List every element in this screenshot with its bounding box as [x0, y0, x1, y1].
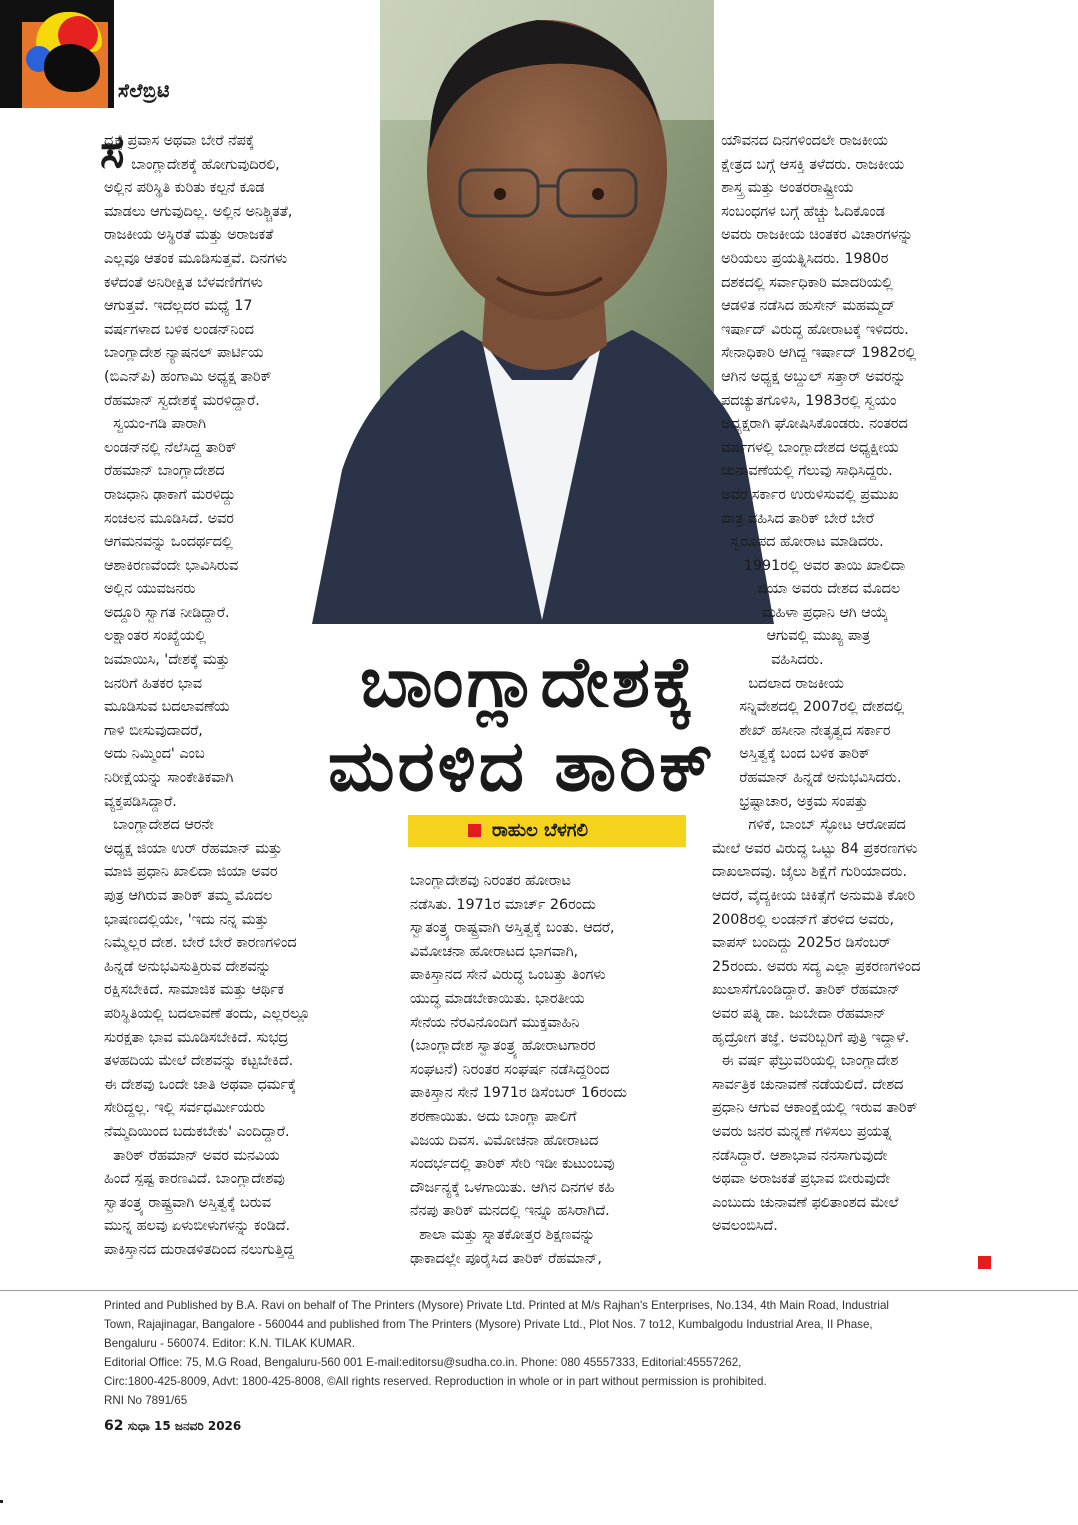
byline-bar	[408, 815, 686, 847]
article-column-right: ಯೌವನದ ದಿನಗಳಿಂದಲೇ ರಾಜಕೀಯ ಕ್ಷೇತ್ರದ ಬಗ್ಗೆ ಆಸಕ್ತಿ ತಳೆದರು. ರಾಜಕೀಯ ಶಾಸ್ತ್ರ ಮತ್ತು ಅಂತರರಾಷ್ಟ್ರೀಯ ಸಂಬಂಧಗಳ ಬಗ್ಗೆ ಹೆಚ್ಚು ಓದಿಕೊಂಡ ಅವರು ರಾಜಕೀಯ ಚಿಂತಕರ ವಿಚಾರಗಳನ್ನು ಅರಿಯಲು ಪ್ರಯತ್ನಿಸಿದರು. 1980ರ ದಶಕದಲ್ಲಿ ಸರ್ವಾಧಿಕಾರಿ ಮಾದರಿಯಲ್ಲಿ ಆಡಳಿತ ನಡೆಸಿದ ಹುಸೇನ್ ಮಹಮ್ಮದ್ ಇರ್ಷಾದ್ ವಿರುದ್ಧ ಹೋರಾಟಕ್ಕೆ ಇಳಿದರು. ಸೇನಾಧಿಕಾರಿ ಆಗಿದ್ದ ಇರ್ಷಾದ್ 1982ರಲ್ಲಿ ಆಗಿನ ಅಧ್ಯಕ್ಷ ಅಬ್ದುಲ್ ಸತ್ತಾರ್ ಅವರನ್ನು ಪದಚ್ಯುತಗೊಳಿಸಿ, 1983ರಲ್ಲಿ ಸ್ವಯಂ ಅಧ್ಯಕ್ಷರಾಗಿ ಘೋಷಿಸಿಕೊಂಡರು. ನಂತರದ ವರ್ಷಗಳಲ್ಲಿ ಬಾಂಗ್ಲಾದೇಶದ ಅಧ್ಯಕ್ಷೀಯ ಚುನಾವಣೆಯಲ್ಲಿ ಗೆಲುವು ಸಾಧಿಸಿದ್ದರು. ಅವರ ಸರ್ಕಾರ ಉರುಳಿಸುವಲ್ಲಿ ಪ್ರಮುಖ ಪಾತ್ರ ವಹಿಸಿದ ತಾರಿಕ್ ಬೇರೆ ಬೇರೆ ಸ್ವರೂಪದ ಹೋರಾಟ ಮಾಡಿದರು. 1991ರಲ್ಲಿ ಅವರ ತಾಯಿ ಖಾಲಿದಾ ಜಿಯಾ ಅವರು ದೇಶದ ಮೊದಲ ಮಹಿಳಾ ಪ್ರಧಾನಿ ಆಗಿ ಆಯ್ಕೆ ಆಗುವಲ್ಲಿ ಮುಖ್ಯ ಪಾತ್ರ ವಹಿಸಿದರು. ಬದಲಾದ ರಾಜಕೀಯ ಸನ್ನಿವೇಶದಲ್ಲಿ 2007ರಲ್ಲಿ ದೇಶದಲ್ಲಿ ಶೇಖ್ ಹಸೀನಾ ನೇತೃತ್ವದ ಸರ್ಕಾರ ಅಸ್ತಿತ್ವಕ್ಕೆ ಬಂದ ಬಳಿಕ ತಾರಿಕ್ ರೆಹಮಾನ್ ಹಿನ್ನಡೆ ಅನುಭವಿಸಿದರು. ಭ್ರಷ್ಟಾಚಾರ, ಅಕ್ರಮ ಸಂಪತ್ತು ಗಳಿಕೆ, ಬಾಂಬ್ ಸ್ಫೋಟ ಆರೋಪದ ಮೇಲೆ ಅವರ ವಿರುದ್ಧ ಒಟ್ಟು 84 ಪ್ರಕರಣಗಳು ದಾಖಲಾದವು. ಜೈಲು ಶಿಕ್ಷೆಗೆ ಗುರಿಯಾದರು. ಆದರೆ, ವೈದ್ಯಕೀಯ ಚಿಕಿತ್ಸೆಗೆ ಅನುಮತಿ ಕೋರಿ 2008ರಲ್ಲಿ ಲಂಡನ್‌ಗೆ ತೆರಳಿದ ಅವರು, ವಾಪಸ್ ಬಂದಿದ್ದು 2025ರ ಡಿಸೆಂಬರ್ 25ರಂದು. ಅವರು ಸದ್ಯ ಎಲ್ಲಾ ಪ್ರಕರಣಗಳಿಂದ ಖುಲಾಸೆಗೊಂಡಿದ್ದಾರೆ. ತಾರಿಕ್ ರೆಹಮಾನ್ ಅವರ ಪತ್ನಿ ಡಾ. ಜುಬೇದಾ ರೆಹಮಾನ್ ಹೃದ್ರೋಗ ತಜ್ಞೆ. ಅವರಿಬ್ಬರಿಗೆ ಪುತ್ರಿ ಇದ್ದಾಳೆ. ಈ ವರ್ಷ ಫೆಬ್ರುವರಿಯಲ್ಲಿ ಬಾಂಗ್ಲಾದೇಶ ಸಾರ್ವತ್ರಿಕ ಚುನಾವಣೆ ನಡೆಯಲಿದೆ. ದೇಶದ ಪ್ರಧಾನಿ ಆಗುವ ಆಕಾಂಕ್ಷೆಯಲ್ಲಿ ಇರುವ ತಾರಿಕ್ ಅವರು ಜನರ ಮನ್ನಣೆ ಗಳಿಸಲು ಪ್ರಯತ್ನ ನಡೆಸಿದ್ದಾರೆ. ಆಶಾಭಾವ ನನಸಾಗುವುದೇ ಅಥವಾ ಅರಾಜಕತೆ ಪ್ರಭಾವ ಬೀರುವುದೇ ಎಂಬುದು ಚುನಾವಣೆ ಫಲಿತಾಂಶದ ಮೇಲೆ ಅವಲಂಬಿಸಿದೆ.	[712, 133, 921, 1235]
headline-line-1: ಬಾಂಗ್ಲಾದೇಶಕ್ಕೆ	[360, 641, 697, 723]
portrait-photo	[312, 0, 774, 624]
page-folio	[104, 1418, 241, 1434]
magazine-logo	[0, 0, 114, 108]
imprint-text: Printed and Published by B.A. Ravi on behalf of The Printers (Mysore) Private Ltd. Printed at M/s Rajhan's Enterprises, No.134, 4th Main Road, Industrial Town, Rajajinagar, Bangalore - 560044 and published from The Printers (Mysore) Private Ltd., Plot Nos. 7 to12, Kumbalgodu Industrial Area, II Phase, Bengaluru - 560074. Editor: K.N. TILAK KUMAR. Editorial Office: 75, M.G Road, Bengaluru-560 001 E-mail:editorsu@sudha.co.in. Phone: 080 45557333, Editorial:45557262, Circ:1800-425-8009, Advt: 1800-425-8008, ©All rights reserved. Reproduction in whole or in part without permission is prohibited. RNI No 7891/65	[104, 1299, 889, 1407]
article-column-left: ದ್ದಕ್ಕೆ ಪ್ರವಾಸ ಅಥವಾ ಬೇರೆ ನೆಪಕ್ಕೆ ಬಾಂಗ್ಲಾದೇಶಕ್ಕೆ ಹೋಗುವುದಿರಲಿ, ಅಲ್ಲಿನ ಪರಿಸ್ಥಿತಿ ಕುರಿತು ಕಲ್ಪನೆ ಕೂಡ ಮಾಡಲು ಆಗುವುದಿಲ್ಲ. ಅಲ್ಲಿನ ಅನಿಶ್ಚಿತತೆ, ರಾಜಕೀಯ ಅಸ್ಥಿರತೆ ಮತ್ತು ಅರಾಜಕತೆ ಎಲ್ಲವೂ ಆತಂಕ ಮೂಡಿಸುತ್ತವೆ. ದಿನಗಳು ಕಳೆದಂತೆ ಅನಿರೀಕ್ಷಿತ ಬೆಳವಣಿಗೆಗಳು ಆಗುತ್ತವೆ. ಇದೆಲ್ಲದರ ಮಧ್ಯೆ 17 ವರ್ಷಗಳಾದ ಬಳಿಕ ಲಂಡನ್‌ನಿಂದ ಬಾಂಗ್ಲಾದೇಶ ನ್ಯಾಷನಲ್ ಪಾರ್ಟಿಯ (ಬಿಎನ್‌ಪಿ) ಹಂಗಾಮಿ ಅಧ್ಯಕ್ಷ ತಾರಿಕ್ ರೆಹಮಾನ್ ಸ್ವದೇಶಕ್ಕೆ ಮರಳಿದ್ದಾರೆ. ಸ್ವಯಂ-ಗಡಿ ಪಾರಾಗಿ ಲಂಡನ್‌ನಲ್ಲಿ ನೆಲೆಸಿದ್ದ ತಾರಿಕ್ ರೆಹಮಾನ್ ಬಾಂಗ್ಲಾದೇಶದ ರಾಜಧಾನಿ ಢಾಕಾಗೆ ಮರಳಿದ್ದು ಸಂಚಲನ ಮೂಡಿಸಿದೆ. ಅವರ ಆಗಮನವನ್ನು ಒಂದರ್ಥದಲ್ಲಿ ಆಶಾಕಿರಣವೆಂದೇ ಭಾವಿಸಿರುವ ಅಲ್ಲಿನ ಯುವಜನರು ಅದ್ದೂರಿ ಸ್ವಾಗತ ನೀಡಿದ್ದಾರೆ. ಲಕ್ಷಾಂತರ ಸಂಖ್ಯೆಯಲ್ಲಿ ಜಮಾಯಿಸಿ, 'ದೇಶಕ್ಕೆ ಮತ್ತು ಜನರಿಗೆ ಹಿತಕರ ಭಾವ ಮೂಡಿಸುವ ಬದಲಾವಣೆಯ ಗಾಳಿ ಬೀಸುವುದಾದರೆ, ಅದು ನಿಮ್ಮಿಂದ' ಎಂಬ ನಿರೀಕ್ಷೆಯನ್ನು ಸಾಂಕೇತಿಕವಾಗಿ ವ್ಯಕ್ತಪಡಿಸಿದ್ದಾರೆ. ಬಾಂಗ್ಲಾದೇಶದ ಆರನೇ ಅಧ್ಯಕ್ಷ ಜಿಯಾ ಉರ್ ರೆಹಮಾನ್ ಮತ್ತು ಮಾಜಿ ಪ್ರಧಾನಿ ಖಾಲಿದಾ ಜಿಯಾ ಅವರ ಪುತ್ರ ಆಗಿರುವ ತಾರಿಕ್ ತಮ್ಮ ಮೊದಲ ಭಾಷಣದಲ್ಲಿಯೇ, 'ಇದು ನನ್ನ ಮತ್ತು ನಿಮ್ಮೆಲ್ಲರ ದೇಶ. ಬೇರೆ ಬೇರೆ ಕಾರಣಗಳಿಂದ ಹಿನ್ನಡೆ ಅನುಭವಿಸುತ್ತಿರುವ ದೇಶವನ್ನು ರಕ್ಷಿಸಬೇಕಿದೆ. ಸಾಮಾಜಿಕ ಮತ್ತು ಆರ್ಥಿಕ ಪರಿಸ್ಥಿತಿಯಲ್ಲಿ ಬದಲಾವಣೆ ತಂದು, ಎಲ್ಲರಲ್ಲೂ ಸುರಕ್ಷತಾ ಭಾವ ಮೂಡಿಸಬೇಕಿದೆ. ಸುಭದ್ರ ತಳಹದಿಯ ಮೇಲೆ ದೇಶವನ್ನು ಕಟ್ಟಬೇಕಿದೆ. ಈ ದೇಶವು ಒಂದೇ ಜಾತಿ ಅಥವಾ ಧರ್ಮಕ್ಕೆ ಸೇರಿದ್ದಲ್ಲ. ಇಲ್ಲಿ ಸರ್ವಧರ್ಮೀಯರು ನೆಮ್ಮದಿಯಿಂದ ಬದುಕಬೇಕು' ಎಂದಿದ್ದಾರೆ. ತಾರಿಕ್ ರೆಹಮಾನ್ ಅವರ ಮನವಿಯ ಹಿಂದೆ ಸ್ಪಷ್ಟ ಕಾರಣವಿದೆ. ಬಾಂಗ್ಲಾದೇಶವು ಸ್ವಾತಂತ್ರ್ಯ ರಾಷ್ಟ್ರವಾಗಿ ಅಸ್ತಿತ್ವಕ್ಕೆ ಬರುವ ಮುನ್ನ ಹಲವು ಏಳುಬೀಳುಗಳನ್ನು ಕಂಡಿದೆ. ಪಾಕಿಸ್ತಾನದ ದುರಾಡಳಿತದಿಂದ ನಲುಗುತ್ತಿದ್ದ	[104, 133, 310, 1258]
article-column-middle: ಬಾಂಗ್ಲಾದೇಶವು ನಿರಂತರ ಹೋರಾಟ ನಡೆಸಿತು. 1971ರ ಮಾರ್ಚ್ 26ರಂದು ಸ್ವಾತಂತ್ರ್ಯ ರಾಷ್ಟ್ರವಾಗಿ ಅಸ್ತಿತ್ವಕ್ಕೆ ಬಂತು. ಆದರೆ, ವಿಮೋಚನಾ ಹೋರಾಟದ ಭಾಗವಾಗಿ, ಪಾಕಿಸ್ತಾನದ ಸೇನೆ ವಿರುದ್ಧ ಒಂಬತ್ತು ತಿಂಗಳು ಯುದ್ಧ ಮಾಡಬೇಕಾಯಿತು. ಭಾರತೀಯ ಸೇನೆಯ ನೆರವಿನೊಂದಿಗೆ ಮುಕ್ತವಾಹಿನಿ (ಬಾಂಗ್ಲಾದೇಶ ಸ್ವಾತಂತ್ರ್ಯ ಹೋರಾಟಗಾರರ ಸಂಘಟನೆ) ನಿರಂತರ ಸಂಘರ್ಷ ನಡೆಸಿದ್ದರಿಂದ ಪಾಕಿಸ್ತಾನ ಸೇನೆ 1971ರ ಡಿಸೆಂಬರ್ 16ರಂದು ಶರಣಾಯಿತು. ಅದು ಬಾಂಗ್ಲಾ ಪಾಲಿಗೆ ವಿಜಯ ದಿವಸ. ವಿಮೋಚನಾ ಹೋರಾಟದ ಸಂದರ್ಭದಲ್ಲಿ ತಾರಿಕ್ ಸೇರಿ ಇಡೀ ಕುಟುಂಬವು ದೌರ್ಜನ್ಯಕ್ಕೆ ಒಳಗಾಯಿತು. ಆಗಿನ ದಿನಗಳ ಕಹಿ ನೆನಪು ತಾರಿಕ್ ಮನದಲ್ಲಿ ಇನ್ನೂ ಹಸಿರಾಗಿದೆ. ಶಾಲಾ ಮತ್ತು ಸ್ನಾತಕೋತ್ತರ ಶಿಕ್ಷಣವನ್ನು ಢಾಕಾದಲ್ಲೇ ಪೂರೈಸಿದ ತಾರಿಕ್ ರೆಹಮಾನ್,	[410, 873, 627, 1267]
author-name: ರಾಹುಲ ಬೆಳಗಲಿ	[492, 820, 588, 841]
drop-cap: ಸ	[100, 124, 125, 178]
crop-mark	[0, 1500, 3, 1503]
article-end-mark	[978, 1256, 991, 1269]
byline-marker	[468, 824, 481, 837]
page-number: 62	[104, 1418, 124, 1434]
footer-divider	[0, 1290, 1078, 1291]
headline-line-2: ಮರಳಿದ ತಾರಿಕ್	[328, 725, 717, 807]
issue-date: ಸುಧಾ 15 ಜನವರಿ 2026	[127, 1419, 242, 1433]
section-label: ಸೆಲೆಬ್ರಿಟಿ	[118, 80, 170, 102]
